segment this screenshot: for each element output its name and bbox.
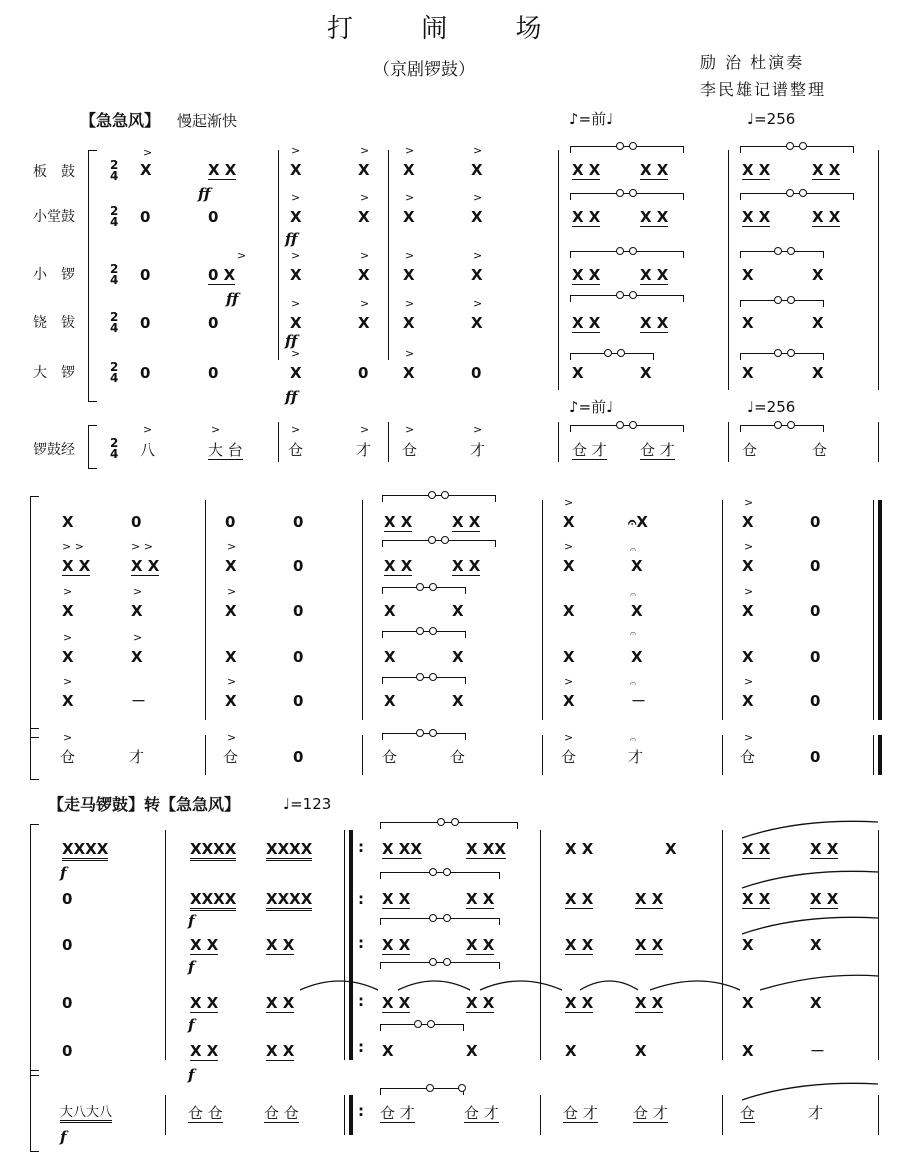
instrument-daluo: 大 锣 bbox=[33, 365, 75, 381]
note: X bbox=[358, 161, 370, 179]
rest: 0 bbox=[471, 364, 482, 382]
jingzi-syllable: 仓 bbox=[740, 1104, 756, 1122]
sustain-dash: － bbox=[631, 692, 647, 710]
note-group: X X bbox=[565, 936, 594, 954]
note-group: XXXX bbox=[266, 842, 312, 861]
repeat-dots: : bbox=[358, 1102, 364, 1120]
note-group: X X bbox=[572, 161, 601, 179]
jingzi-syllable: 仓 bbox=[60, 748, 76, 766]
note: X bbox=[290, 364, 302, 382]
accent: > bbox=[291, 423, 301, 436]
note-fermata: X bbox=[631, 602, 643, 620]
accent: > bbox=[564, 731, 574, 744]
note: X bbox=[742, 364, 754, 382]
note-group: X X bbox=[190, 936, 219, 954]
dynamic-ff: ff bbox=[285, 230, 298, 248]
note-group: X X bbox=[742, 840, 771, 858]
accent: > bbox=[227, 731, 237, 744]
dynamic-f: f bbox=[188, 1016, 195, 1034]
accent: > bbox=[564, 675, 574, 688]
accent: > bbox=[291, 249, 301, 262]
note-group: X X bbox=[742, 161, 771, 179]
note: X bbox=[358, 266, 370, 284]
note: X bbox=[131, 648, 143, 666]
rest: 0 bbox=[140, 314, 151, 332]
jingzi-syllable: 仓 bbox=[740, 748, 756, 766]
note-group: X X bbox=[382, 994, 411, 1012]
note: X bbox=[563, 557, 575, 575]
note-group: X X bbox=[382, 890, 411, 908]
accent: > bbox=[473, 249, 483, 262]
accent: > bbox=[405, 297, 415, 310]
note: X bbox=[471, 314, 483, 332]
accent: > bbox=[133, 631, 143, 644]
dynamic-ff: ff bbox=[285, 388, 298, 406]
accent: > bbox=[143, 146, 153, 159]
jingzi-syllable: 仓 才 bbox=[640, 441, 675, 459]
note: X bbox=[640, 364, 652, 382]
accent: > bbox=[227, 585, 237, 598]
jingzi-syllable: 仓 仓 bbox=[188, 1104, 223, 1122]
note: X bbox=[812, 364, 824, 382]
note: X bbox=[563, 648, 575, 666]
note: X bbox=[665, 840, 677, 858]
accent: > bbox=[211, 423, 221, 436]
note: X bbox=[810, 936, 822, 954]
note: X bbox=[382, 1042, 394, 1060]
dynamic-ff: ff bbox=[226, 290, 239, 308]
note: X bbox=[403, 161, 415, 179]
sustain-dash: － bbox=[810, 1042, 826, 1060]
accent: > bbox=[291, 297, 301, 310]
jingzi-syllable: 大八大八 bbox=[60, 1106, 112, 1123]
note-group: X X bbox=[190, 1042, 219, 1060]
accent: > bbox=[360, 191, 370, 204]
rest: 0 bbox=[208, 208, 219, 226]
note: X bbox=[403, 314, 415, 332]
instrument-luogujing: 锣鼓经 bbox=[33, 442, 75, 458]
section-label-jijifeng: 【急急风】 bbox=[80, 111, 161, 130]
note: X bbox=[812, 314, 824, 332]
jingzi-syllable: 仓 bbox=[223, 748, 239, 766]
accent: > bbox=[473, 297, 483, 310]
jingzi-syllable: 仓 bbox=[382, 748, 398, 766]
jingzi-syllable: 仓 bbox=[402, 441, 418, 459]
note-group: X X bbox=[452, 513, 481, 531]
jingzi-syllable: 仓 才 bbox=[633, 1104, 668, 1122]
accent: > bbox=[405, 249, 415, 262]
note: X bbox=[290, 208, 302, 226]
jingzi-syllable: 才 bbox=[129, 748, 145, 766]
time-signature: 2 4 bbox=[110, 360, 119, 385]
note-group: XXXX bbox=[190, 892, 236, 911]
accent: > bbox=[291, 347, 301, 360]
note-group: X X bbox=[565, 994, 594, 1012]
note: X bbox=[62, 692, 74, 710]
repeat-dots: : bbox=[358, 838, 364, 856]
note: X bbox=[565, 1042, 577, 1060]
accent: > bbox=[227, 540, 237, 553]
dynamic-f: f bbox=[60, 1128, 67, 1146]
jingzi-syllable: 仓 才 bbox=[380, 1104, 415, 1122]
time-signature: 2 4 bbox=[110, 436, 119, 461]
jingzi-syllable: 才 bbox=[356, 441, 372, 459]
instrument-xiaoluo: 小 锣 bbox=[33, 267, 75, 283]
accent: > bbox=[564, 540, 574, 553]
page-title: 打 闹 场 bbox=[327, 14, 572, 44]
jingzi-syllable: 仓 仓 bbox=[264, 1104, 299, 1122]
note: X bbox=[225, 648, 237, 666]
accent: > bbox=[744, 731, 754, 744]
jingzi-syllable: 仓 bbox=[812, 441, 828, 459]
note-group: X X bbox=[382, 936, 411, 954]
rest: 0 bbox=[810, 513, 821, 531]
note: X bbox=[384, 602, 396, 620]
note: X bbox=[742, 602, 754, 620]
transcriber-credit: 李民雄记谱整理 bbox=[700, 80, 827, 99]
rest: 0 bbox=[810, 748, 821, 766]
note-group: X X bbox=[452, 557, 481, 575]
rest: 0 bbox=[293, 557, 304, 575]
tempo-marking: ♩=123 bbox=[283, 795, 332, 813]
dynamic-f: f bbox=[188, 912, 195, 930]
accent: > bbox=[291, 144, 301, 157]
accent: > bbox=[473, 423, 483, 436]
note: X bbox=[466, 1042, 478, 1060]
note: X bbox=[358, 314, 370, 332]
note: X bbox=[225, 557, 237, 575]
jingzi-syllable: 大 台 bbox=[208, 441, 243, 459]
rest: 0 bbox=[293, 648, 304, 666]
note-fermata: X bbox=[631, 557, 643, 575]
note-group: X X bbox=[266, 1042, 295, 1060]
accent: > bbox=[63, 585, 73, 598]
note: X bbox=[742, 1042, 754, 1060]
tempo-change-2b: ♩=256 bbox=[747, 398, 796, 416]
jingzi-syllable: 才 bbox=[470, 441, 486, 459]
rest: 0 bbox=[62, 994, 73, 1012]
fermata-icon: 𝄐 bbox=[630, 627, 637, 640]
note-group: X X bbox=[208, 161, 237, 179]
note-group: X X bbox=[572, 314, 601, 332]
accent: > bbox=[360, 249, 370, 262]
note: X bbox=[742, 266, 754, 284]
accent: > bbox=[564, 496, 574, 509]
accent: > bbox=[133, 585, 143, 598]
instrument-xiaotanggu: 小堂鼓 bbox=[33, 209, 75, 225]
dynamic-ff: ff bbox=[198, 185, 211, 203]
note: X bbox=[131, 602, 143, 620]
accent: > bbox=[63, 631, 73, 644]
accent: > bbox=[360, 423, 370, 436]
note: X bbox=[742, 557, 754, 575]
dynamic-f: f bbox=[188, 1066, 195, 1084]
note-group: X X bbox=[742, 208, 771, 226]
note: X bbox=[403, 208, 415, 226]
note-group: X X bbox=[466, 890, 495, 908]
sustain-dash: － bbox=[131, 692, 147, 710]
rest: 0 bbox=[131, 513, 142, 531]
tempo-change-2: ♩=256 bbox=[747, 110, 796, 128]
note: X bbox=[62, 602, 74, 620]
repeat-dots: : bbox=[358, 934, 364, 952]
rest: 0 bbox=[810, 648, 821, 666]
jingzi-syllable: 仓 才 bbox=[563, 1104, 598, 1122]
subtitle: （京剧锣鼓） bbox=[373, 60, 475, 80]
jingzi-syllable: 八 bbox=[140, 441, 156, 459]
note: X bbox=[742, 936, 754, 954]
jingzi-syllable: 仓 才 bbox=[572, 441, 607, 459]
jingzi-syllable: 仓 bbox=[450, 748, 466, 766]
rest: 0 bbox=[225, 513, 236, 531]
note-group: X X bbox=[810, 840, 839, 858]
accent: > bbox=[143, 423, 153, 436]
note-group: X X bbox=[635, 890, 664, 908]
note: X bbox=[572, 364, 584, 382]
rest: 0 bbox=[810, 602, 821, 620]
note: X bbox=[742, 648, 754, 666]
repeat-dots: : bbox=[358, 1038, 364, 1056]
note: X bbox=[471, 266, 483, 284]
note: X bbox=[563, 602, 575, 620]
note-group: 0 X bbox=[208, 266, 236, 284]
jingzi-syllable: 才 bbox=[808, 1104, 824, 1122]
accent: > bbox=[63, 731, 73, 744]
note: X bbox=[403, 364, 415, 382]
note-group: X XX bbox=[466, 840, 506, 858]
note-group: X X bbox=[810, 890, 839, 908]
note: X bbox=[471, 208, 483, 226]
accent: > bbox=[744, 540, 754, 553]
note: X bbox=[62, 648, 74, 666]
note-group: X X bbox=[466, 994, 495, 1012]
note: X bbox=[635, 1042, 647, 1060]
grace-note: X X bbox=[565, 840, 594, 858]
note-group: X X bbox=[565, 890, 594, 908]
time-signature: 2 4 bbox=[110, 310, 119, 335]
note: X bbox=[225, 602, 237, 620]
note: X bbox=[742, 994, 754, 1012]
note-group: X X bbox=[635, 936, 664, 954]
note-group: XXXX bbox=[266, 892, 312, 911]
note: X bbox=[403, 266, 415, 284]
accent: > bbox=[473, 144, 483, 157]
note-group: XXXX bbox=[190, 842, 236, 861]
note-group: X X bbox=[266, 936, 295, 954]
note: X bbox=[290, 161, 302, 179]
accent: > bbox=[291, 191, 301, 204]
dynamic-f: f bbox=[188, 958, 195, 976]
rest: 0 bbox=[293, 748, 304, 766]
accent: > bbox=[744, 675, 754, 688]
rest: 0 bbox=[293, 692, 304, 710]
rest: 0 bbox=[810, 692, 821, 710]
note: X bbox=[563, 692, 575, 710]
time-signature: 2 4 bbox=[110, 158, 119, 183]
note-group: X X bbox=[190, 994, 219, 1012]
accent: > bbox=[360, 144, 370, 157]
note: X bbox=[471, 161, 483, 179]
fermata-icon: 𝄐 bbox=[630, 677, 637, 690]
performer-credit: 励 治 杜演奏 bbox=[700, 53, 805, 72]
note: X bbox=[62, 513, 74, 531]
note: X bbox=[225, 692, 237, 710]
note: X bbox=[452, 648, 464, 666]
rest: 0 bbox=[208, 364, 219, 382]
note-group: X X bbox=[640, 314, 669, 332]
repeat-dots: : bbox=[358, 890, 364, 908]
rest: 0 bbox=[358, 364, 369, 382]
tempo-change-1: ♪=前♩ bbox=[569, 110, 614, 128]
rest: 0 bbox=[293, 602, 304, 620]
note: X bbox=[742, 513, 754, 531]
accent: > bbox=[473, 191, 483, 204]
rest: 0 bbox=[140, 266, 151, 284]
note: X bbox=[384, 692, 396, 710]
section-label-zouma: 【走马锣鼓】转【急急风】 bbox=[48, 795, 241, 814]
instrument-naobo: 铙 钹 bbox=[33, 315, 75, 331]
rest: 0 bbox=[810, 557, 821, 575]
accent: > bbox=[744, 585, 754, 598]
accent: > bbox=[237, 249, 247, 262]
note: X bbox=[290, 314, 302, 332]
note-group: X X bbox=[62, 557, 91, 575]
note-group: X X bbox=[812, 161, 841, 179]
accent: > bbox=[405, 347, 415, 360]
rest: 0 bbox=[62, 890, 73, 908]
time-signature: 2 4 bbox=[110, 262, 119, 287]
accent: > bbox=[405, 144, 415, 157]
note-group: X X bbox=[572, 266, 601, 284]
rest: 0 bbox=[62, 936, 73, 954]
note-group: X X bbox=[266, 994, 295, 1012]
jingzi-syllable: 仓 才 bbox=[464, 1104, 499, 1122]
note: X bbox=[140, 161, 152, 179]
note-group: X XX bbox=[382, 840, 422, 858]
note: X bbox=[742, 692, 754, 710]
rest: 0 bbox=[62, 1042, 73, 1060]
rest: 0 bbox=[140, 208, 151, 226]
note-group: X X bbox=[640, 208, 669, 226]
jingzi-syllable: 仓 bbox=[288, 441, 304, 459]
note: X bbox=[810, 994, 822, 1012]
jingzi-syllable: 仓 bbox=[742, 441, 758, 459]
note: X bbox=[384, 648, 396, 666]
jingzi-syllable: 才 bbox=[628, 748, 644, 766]
fermata-icon: 𝄐 bbox=[630, 733, 637, 746]
note: X bbox=[452, 602, 464, 620]
accent: > > bbox=[62, 540, 84, 553]
accent: > bbox=[360, 297, 370, 310]
time-signature: 2 4 bbox=[110, 204, 119, 229]
tempo-text: 慢起渐快 bbox=[177, 112, 238, 130]
accent: > > bbox=[131, 540, 153, 553]
fermata-icon: 𝄐 bbox=[630, 588, 637, 601]
note-group: X X bbox=[742, 890, 771, 908]
note: X bbox=[290, 266, 302, 284]
dynamic-f: f bbox=[60, 864, 67, 882]
note-group: X X bbox=[131, 557, 160, 575]
note-fermata: X bbox=[631, 648, 643, 666]
accent: > bbox=[744, 496, 754, 509]
note-group: X X bbox=[466, 936, 495, 954]
jingzi-syllable: 仓 bbox=[561, 748, 577, 766]
accent: > bbox=[63, 675, 73, 688]
grace-note-fermata: 𝄐X bbox=[628, 513, 648, 531]
note: X bbox=[812, 266, 824, 284]
instrument-bangu: 板 鼓 bbox=[33, 164, 75, 180]
note-group: X X bbox=[384, 513, 413, 531]
accent: > bbox=[405, 191, 415, 204]
note: X bbox=[563, 513, 575, 531]
note-group: X X bbox=[572, 208, 601, 226]
rest: 0 bbox=[140, 364, 151, 382]
note: X bbox=[742, 314, 754, 332]
rest: 0 bbox=[293, 513, 304, 531]
note-group: X X bbox=[640, 266, 669, 284]
note-group: X X bbox=[812, 208, 841, 226]
accent: > bbox=[227, 675, 237, 688]
tempo-change-1b: ♪=前♩ bbox=[569, 398, 614, 416]
accent: > bbox=[405, 423, 415, 436]
rest: 0 bbox=[208, 314, 219, 332]
note-group: XXXX bbox=[62, 842, 108, 861]
note: X bbox=[358, 208, 370, 226]
note-group: X X bbox=[635, 994, 664, 1012]
repeat-dots: : bbox=[358, 992, 364, 1010]
note-group: X X bbox=[640, 161, 669, 179]
fermata-icon: 𝄐 bbox=[630, 543, 637, 556]
note-group: X X bbox=[384, 557, 413, 575]
note: X bbox=[452, 692, 464, 710]
dynamic-ff: ff bbox=[285, 332, 298, 350]
